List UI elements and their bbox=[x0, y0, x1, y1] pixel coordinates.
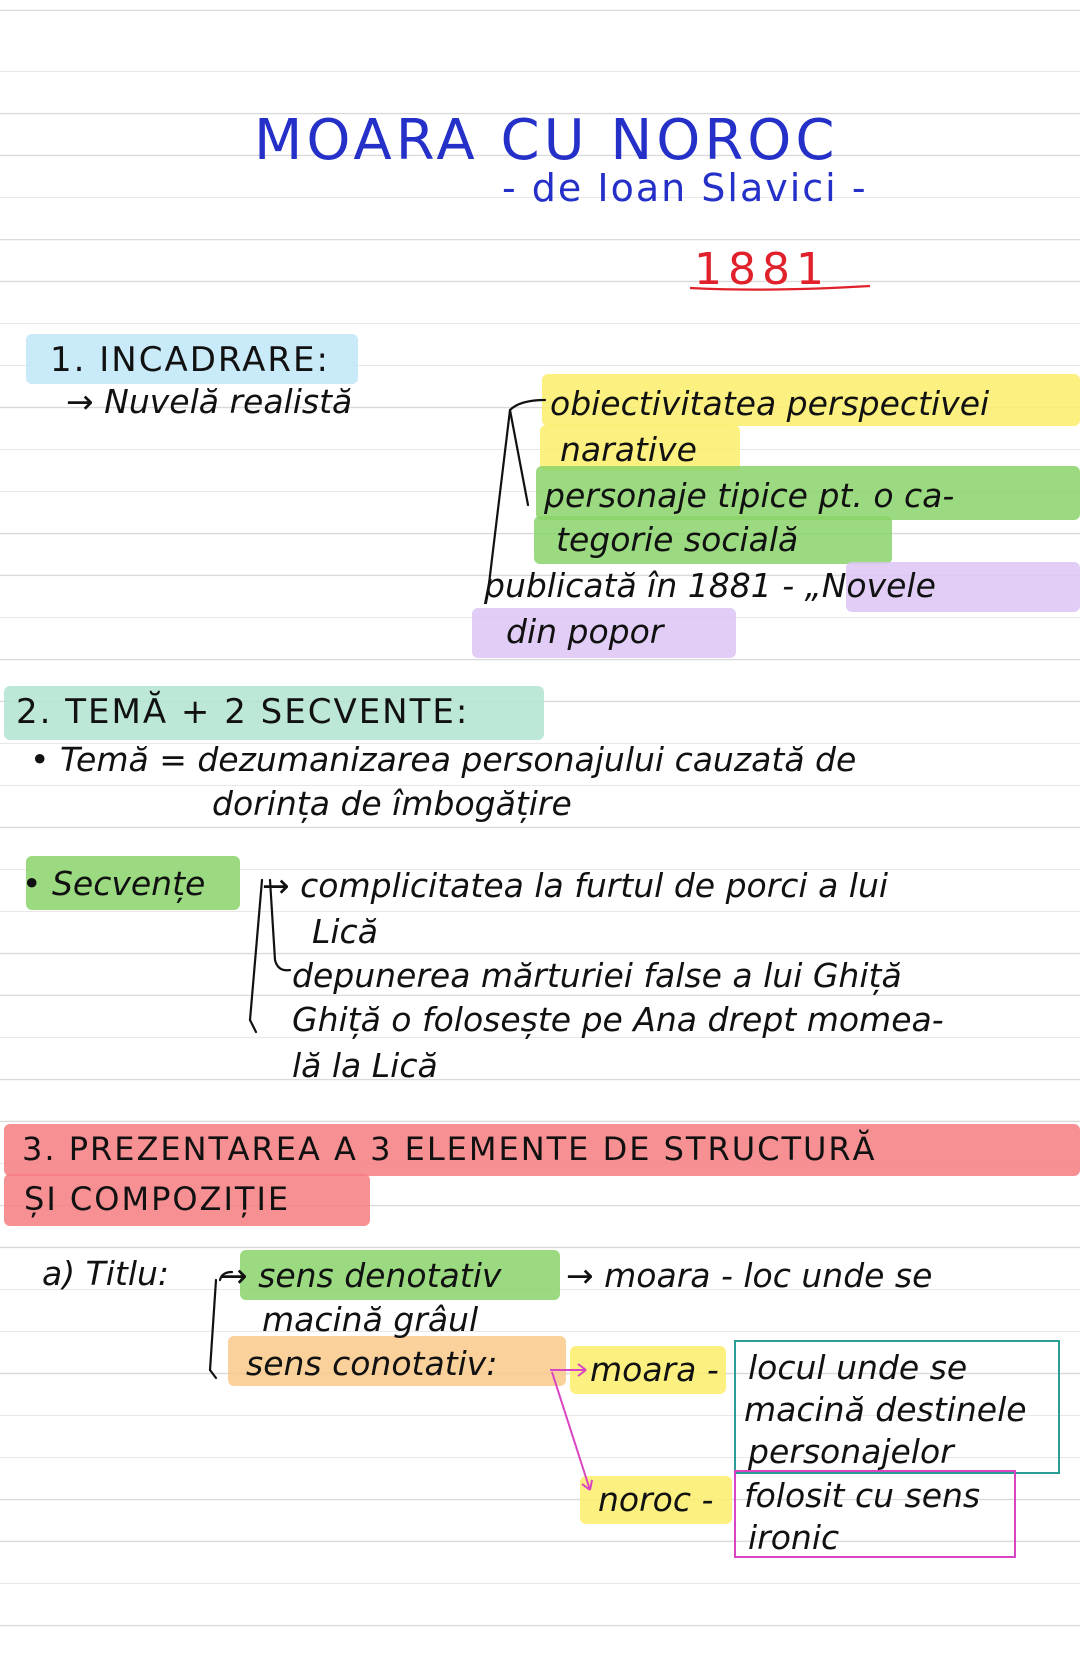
denotativ-line-2: macină grâul bbox=[262, 1300, 479, 1339]
moara-box-line-2: macină destinele bbox=[744, 1390, 1027, 1429]
sens-denotativ: → sens denotativ bbox=[220, 1256, 502, 1295]
secvente-line-5: lă la Lică bbox=[292, 1046, 438, 1085]
feature-line-2: narative bbox=[560, 430, 697, 469]
secvente-label: • Secvențe bbox=[22, 864, 206, 903]
moara-box-line-1: locul unde se bbox=[748, 1348, 968, 1387]
secvente-line-4: Ghiță o folosește pe Ana drept momea- bbox=[292, 1000, 944, 1039]
noroc-box-line-2: ironic bbox=[748, 1518, 840, 1557]
feature-line-5: publicată în 1881 - „Novele bbox=[484, 566, 936, 605]
section1-heading: 1. INCADRARE: bbox=[50, 340, 330, 380]
tema-line-1: • Temă = dezumanizarea personajului cauzată de bbox=[30, 740, 857, 779]
page-title: MOARA CU NOROC bbox=[254, 108, 839, 173]
section1-item: → Nuvelă realistă bbox=[66, 382, 353, 421]
feature-line-6: din popor bbox=[506, 612, 664, 651]
secvente-line-2: Lică bbox=[312, 912, 378, 951]
denotativ-rest: → moara - loc unde se bbox=[566, 1256, 933, 1295]
feature-line-1: obiectivitatea perspectivei bbox=[550, 384, 990, 423]
noroc-box-line-1: folosit cu sens bbox=[744, 1476, 981, 1515]
secvente-line-3: depunerea mărturiei false a lui Ghiță bbox=[292, 956, 902, 995]
section2-heading: 2. TEMĂ + 2 SECVENTE: bbox=[16, 692, 470, 732]
tema-line-2: dorința de îmbogățire bbox=[212, 784, 572, 823]
noroc-label: noroc - bbox=[598, 1480, 714, 1519]
titlu-label: a) Titlu: bbox=[42, 1254, 170, 1293]
moara-label: moara - bbox=[590, 1350, 719, 1389]
section3-heading-line1: 3. PREZENTAREA A 3 ELEMENTE DE STRUCTURĂ bbox=[22, 1130, 877, 1168]
year: 1881 bbox=[694, 244, 830, 295]
section3-heading-line2: ȘI COMPOZIȚIE bbox=[24, 1180, 291, 1218]
feature-line-4: tegorie socială bbox=[556, 520, 799, 559]
author-line: - de Ioan Slavici - bbox=[502, 166, 868, 210]
secvente-line-1: → complicitatea la furtul de porci a lui bbox=[262, 866, 889, 905]
feature-line-3: personaje tipice pt. o ca- bbox=[544, 476, 955, 515]
moara-box-line-3: personajelor bbox=[748, 1432, 954, 1471]
sens-conotativ: sens conotativ: bbox=[246, 1344, 498, 1383]
